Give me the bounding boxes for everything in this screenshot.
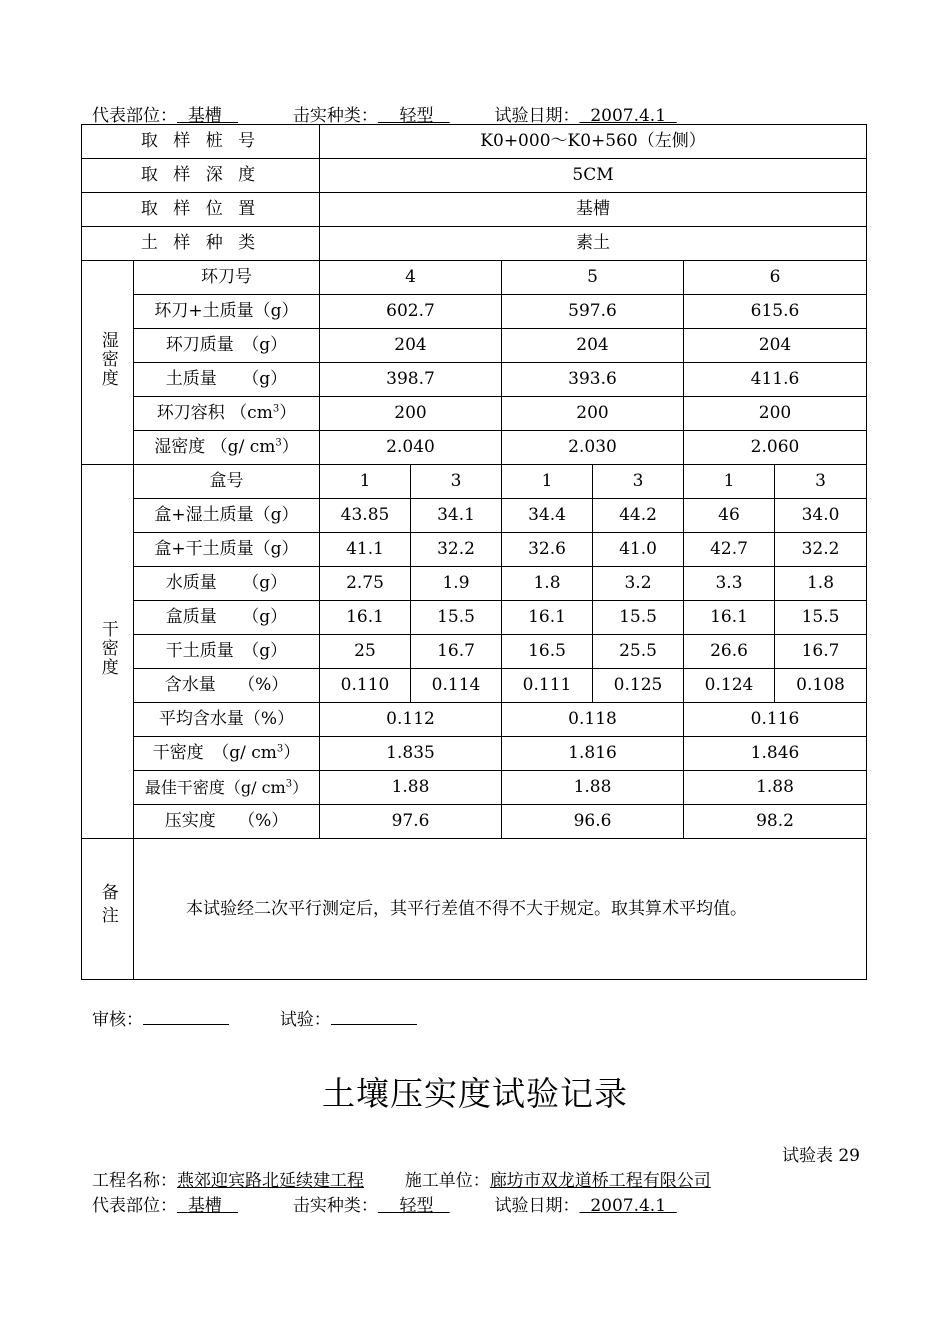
sample-depth-label: 取 样 深 度 (82, 159, 320, 193)
form-number: 试验表 29 (781, 1146, 860, 1166)
dry-row (82, 601, 867, 635)
sample-depth-value: 5CM (320, 159, 867, 193)
remarks-text: 本试验经二次平行测定后，其平行差值不得不大于规定。取其算术平均值。 (134, 839, 867, 980)
dry-cell: 0.111 (502, 669, 593, 703)
dry-cell: 3 (593, 465, 684, 499)
wet-row-label: 环刀容积 $(cm^3)$ (134, 397, 320, 431)
location-value: 基槽 (187, 106, 222, 126)
wet-cell: 200 (502, 397, 684, 431)
dry-cell: 0.112 (320, 703, 502, 737)
dry-cell: 41.0 (593, 533, 684, 567)
test-label: 试验： (279, 1010, 331, 1030)
date-label: 试验日期： (494, 106, 580, 126)
compaction-label: 击实种类： (292, 1196, 378, 1216)
wet-cell: 597.6 (502, 295, 684, 329)
compaction-value: 轻型 (399, 106, 434, 126)
dry-cell: 32.6 (502, 533, 593, 567)
soil-type-row (82, 227, 867, 261)
dry-cell: 1 (320, 465, 411, 499)
dry-row (82, 669, 867, 703)
dry-cell: 1.846 (684, 737, 867, 771)
wet-cell: 200 (684, 397, 867, 431)
dry-row (82, 533, 867, 567)
dry-cell: 34.1 (411, 499, 502, 533)
dry-row-label: 含水量 （%） (134, 669, 320, 703)
wet-cell: 200 (320, 397, 502, 431)
dry-row (82, 635, 867, 669)
dry-cell: 0.118 (502, 703, 684, 737)
date-value: 2007.4.1 (590, 1196, 667, 1216)
project-info-line (92, 1166, 711, 1191)
dry-cell: 16.5 (502, 635, 593, 669)
sample-position-value: 基槽 (320, 193, 867, 227)
dry-cell: 0.110 (320, 669, 411, 703)
dry-row (82, 499, 867, 533)
wet-cell: 2.030 (502, 431, 684, 465)
dry-cell: 44.2 (593, 499, 684, 533)
wet-cell: 2.060 (684, 431, 867, 465)
dry-cell: 15.5 (411, 601, 502, 635)
dry-cell: 34.4 (502, 499, 593, 533)
remarks-label: 备注 (82, 839, 134, 980)
wet-row-label: 湿密度 （g/ $cm^3$） (134, 431, 320, 465)
dry-cell: 16.1 (684, 601, 775, 635)
wet-row (82, 431, 867, 465)
dry-cell: 97.6 (320, 805, 502, 839)
wet-row-label: 土质量 （g） (134, 363, 320, 397)
dry-cell: 1.816 (502, 737, 684, 771)
dry-cell: 15.5 (775, 601, 867, 635)
sample-station-value: K0+000～K0+560（左侧） (320, 125, 867, 159)
wet-cell: 204 (320, 329, 502, 363)
page-title: 土壤压实度试验记录 (322, 1074, 628, 1113)
dry-cell: 16.1 (502, 601, 593, 635)
dry-cell: 98.2 (684, 805, 867, 839)
dry-cell: 1.8 (775, 567, 867, 601)
wet-cell: 204 (502, 329, 684, 363)
dry-summary-row (82, 805, 867, 839)
dry-cell: 1.8 (502, 567, 593, 601)
wet-row (82, 261, 867, 295)
wet-cell: 6 (684, 261, 867, 295)
dry-cell: 1.88 (684, 771, 867, 805)
review-label: 审核： (92, 1010, 143, 1030)
dry-cell: 3.3 (684, 567, 775, 601)
wet-cell: 398.7 (320, 363, 502, 397)
wet-row (82, 397, 867, 431)
dry-cell: 96.6 (502, 805, 684, 839)
contractor-value: 廊坊市双龙道桥工程有限公司 (489, 1171, 711, 1191)
date-label: 试验日期： (494, 1196, 580, 1216)
dry-cell: 1.88 (502, 771, 684, 805)
dry-cell: 3.2 (593, 567, 684, 601)
dry-cell: 42.7 (684, 533, 775, 567)
wet-row (82, 329, 867, 363)
location-value: 基槽 (187, 1196, 222, 1216)
dry-row-label: 盒质量 （g） (134, 601, 320, 635)
project-value: 燕郊迎宾路北延续建工程 (177, 1171, 364, 1191)
dry-cell: 0.124 (684, 669, 775, 703)
dry-summary-row (82, 771, 867, 805)
dry-row-label: 干土质量 （g） (134, 635, 320, 669)
compaction-record-table (81, 124, 867, 980)
dry-cell: 43.85 (320, 499, 411, 533)
dry-density-section-label: 干密度 (82, 465, 134, 839)
soil-type-value: 素土 (320, 227, 867, 261)
wet-row-label: 环刀质量 （g） (134, 329, 320, 363)
dry-cell: 16.1 (320, 601, 411, 635)
dry-cell: 3 (411, 465, 502, 499)
header-info-line-2 (92, 1191, 677, 1216)
wet-row (82, 295, 867, 329)
dry-cell: 25 (320, 635, 411, 669)
wet-cell: 393.6 (502, 363, 684, 397)
dry-summary-row (82, 703, 867, 737)
wet-cell: 5 (502, 261, 684, 295)
dry-cell: 32.2 (775, 533, 867, 567)
dry-cell: 0.125 (593, 669, 684, 703)
sample-position-row (82, 193, 867, 227)
dry-cell: 25.5 (593, 635, 684, 669)
sample-depth-row (82, 159, 867, 193)
wet-density-section-label: 湿密度 (82, 261, 134, 465)
dry-cell: 1.9 (411, 567, 502, 601)
dry-cell: 26.6 (684, 635, 775, 669)
soil-type-label: 土 样 种 类 (82, 227, 320, 261)
dry-cell: 0.114 (411, 669, 502, 703)
dry-cell: 0.108 (775, 669, 867, 703)
dry-row-label: 盒+湿土质量（g） (134, 499, 320, 533)
dry-cell: 1.835 (320, 737, 502, 771)
dry-cell: 0.116 (684, 703, 867, 737)
dry-cell: 1.88 (320, 771, 502, 805)
dry-row-label: 干密度 （g/ $cm^3$） (134, 737, 320, 771)
location-label: 代表部位： (92, 1196, 177, 1216)
wet-cell: 615.6 (684, 295, 867, 329)
wet-cell: 2.040 (320, 431, 502, 465)
dry-row-label: 最佳干密度（g/ $cm^3$） (134, 771, 320, 805)
date-value: 2007.4.1 (590, 106, 667, 126)
sample-station-label: 取 样 桩 号 (82, 125, 320, 159)
wet-row (82, 363, 867, 397)
compaction-label: 击实种类： (292, 106, 378, 126)
dry-cell: 41.1 (320, 533, 411, 567)
dry-cell: 32.2 (411, 533, 502, 567)
location-label: 代表部位： (92, 106, 177, 126)
sample-position-label: 取 样 位 置 (82, 193, 320, 227)
review-blank (143, 1010, 229, 1025)
wet-cell: 411.6 (684, 363, 867, 397)
dry-cell: 46 (684, 499, 775, 533)
dry-cell: 3 (775, 465, 867, 499)
dry-row-label: 盒号 (134, 465, 320, 499)
dry-row-label: 水质量 （g） (134, 567, 320, 601)
wet-cell: 4 (320, 261, 502, 295)
wet-cell: 602.7 (320, 295, 502, 329)
dry-cell: 1 (684, 465, 775, 499)
dry-row-label: 压实度 （%） (134, 805, 320, 839)
dry-row (82, 567, 867, 601)
signature-line (92, 1005, 417, 1030)
dry-cell: 16.7 (775, 635, 867, 669)
wet-row-label: 环刀+土质量（g） (134, 295, 320, 329)
dry-row-label: 盒+干土质量（g） (134, 533, 320, 567)
test-blank (331, 1010, 417, 1025)
dry-row (82, 465, 867, 499)
header-info-line (92, 101, 677, 126)
dry-cell: 16.7 (411, 635, 502, 669)
dry-cell: 15.5 (593, 601, 684, 635)
wet-cell: 204 (684, 329, 867, 363)
dry-row-label: 平均含水量（%） (134, 703, 320, 737)
wet-row-label: 环刀号 (134, 261, 320, 295)
contractor-label: 施工单位： (404, 1171, 490, 1191)
sample-station-row (82, 125, 867, 159)
dry-cell: 2.75 (320, 567, 411, 601)
compaction-value: 轻型 (399, 1196, 434, 1216)
dry-cell: 1 (502, 465, 593, 499)
remarks-row (82, 839, 867, 980)
dry-summary-row (82, 737, 867, 771)
project-label: 工程名称： (92, 1171, 177, 1191)
dry-cell: 34.0 (775, 499, 867, 533)
